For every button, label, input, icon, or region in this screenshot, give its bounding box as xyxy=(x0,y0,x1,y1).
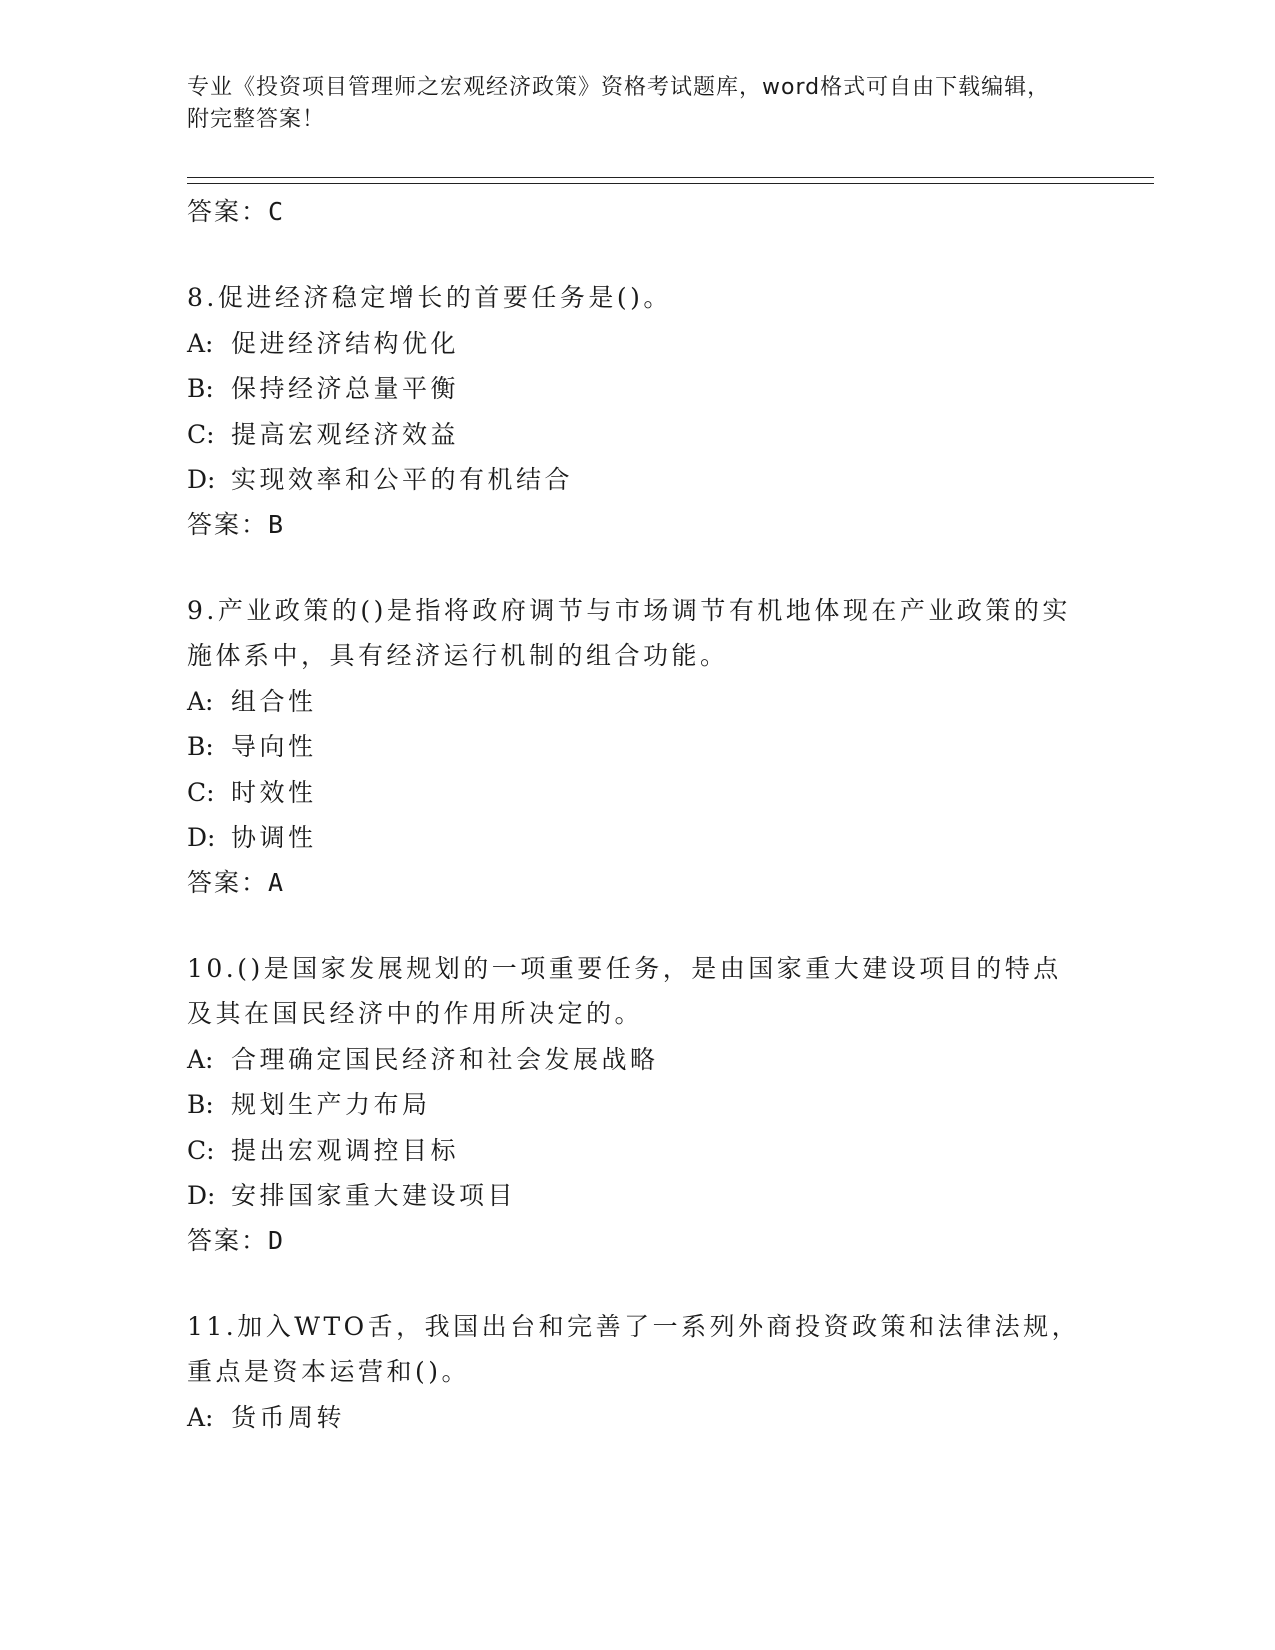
answer-line xyxy=(187,866,1087,900)
option-d xyxy=(187,815,1087,861)
option-letter: B: xyxy=(187,374,214,403)
option-d xyxy=(187,1173,1087,1219)
question-stem: 9.产业政策的()是指将政府调节与市场调节有机地体现在产业政策的实施体系中，具有经济运行机制的组合功能。 xyxy=(187,595,1071,670)
option-a xyxy=(187,679,1087,725)
option-text: 规划生产力布局 xyxy=(231,1090,431,1119)
answer-line xyxy=(187,195,1087,229)
option-text: 保持经济总量平衡 xyxy=(231,374,460,403)
option-text: 时效性 xyxy=(231,777,317,807)
option-text: 实现效率和公平的有机结合 xyxy=(231,465,574,494)
answer-line xyxy=(187,508,1087,542)
option-letter: C: xyxy=(187,419,215,449)
header-rule-bottom xyxy=(187,183,1154,184)
option-letter: B: xyxy=(187,732,214,761)
option-c xyxy=(187,1128,1087,1174)
question-block xyxy=(187,275,1087,542)
question-stem: 11.加入WTO舌，我国出台和完善了一系列外商投资政策和法律法规，重点是资本运营和()。 xyxy=(187,1311,1081,1386)
option-text: 组合性 xyxy=(231,686,317,716)
option-d xyxy=(187,457,1087,503)
answer-value: D xyxy=(268,1225,284,1255)
option-a xyxy=(187,1037,1087,1083)
option-letter: B: xyxy=(187,1090,214,1119)
option-text: 促进经济结构优化 xyxy=(231,328,460,358)
answer-value: A xyxy=(268,867,284,897)
option-c xyxy=(187,412,1087,458)
option-text: 货币周转 xyxy=(231,1402,346,1432)
question-block xyxy=(187,588,1087,900)
option-b xyxy=(187,724,1087,770)
header-rule-top xyxy=(187,177,1154,178)
option-text: 合理确定国民经济和社会发展战略 xyxy=(231,1044,659,1074)
option-a xyxy=(187,321,1087,367)
answer-value: B xyxy=(268,509,284,539)
option-text: 导向性 xyxy=(231,732,317,761)
option-text: 协调性 xyxy=(231,823,317,852)
question-stem: 10.()是国家发展规划的一项重要任务，是由国家重大建设项目的特点及其在国民经济中的作用所决定的。 xyxy=(187,953,1062,1028)
option-letter: D: xyxy=(187,823,216,852)
option-text: 提出宏观调控目标 xyxy=(231,1135,460,1165)
question-block xyxy=(187,1304,1087,1441)
answer-label: 答案： xyxy=(187,197,269,226)
question-stem: 8.促进经济稳定增长的首要任务是()。 xyxy=(187,283,672,312)
option-letter: D: xyxy=(187,465,216,494)
answer-value: C xyxy=(268,197,284,226)
option-b xyxy=(187,1082,1087,1128)
option-text: 安排国家重大建设项目 xyxy=(231,1181,517,1210)
answer-line xyxy=(187,1224,1087,1258)
option-letter: A: xyxy=(187,1044,214,1074)
option-b xyxy=(187,366,1087,412)
question-block xyxy=(187,946,1087,1258)
answer-label: 答案： xyxy=(187,867,269,897)
option-letter: A: xyxy=(187,686,214,716)
answer-label: 答案： xyxy=(187,509,269,539)
option-text: 提高宏观经济效益 xyxy=(231,419,460,449)
option-a xyxy=(187,1395,1087,1441)
option-letter: C: xyxy=(187,1135,215,1165)
document-header: 专业《投资项目管理师之宏观经济政策》资格考试题库，word格式可自由下载编辑，附完整答案！ xyxy=(187,75,1051,132)
option-c xyxy=(187,770,1087,816)
option-letter: A: xyxy=(187,1402,214,1432)
option-letter: A: xyxy=(187,328,214,358)
answer-label: 答案： xyxy=(187,1225,269,1255)
option-letter: D: xyxy=(187,1181,216,1210)
question-list xyxy=(187,190,1087,1440)
option-letter: C: xyxy=(187,777,215,807)
